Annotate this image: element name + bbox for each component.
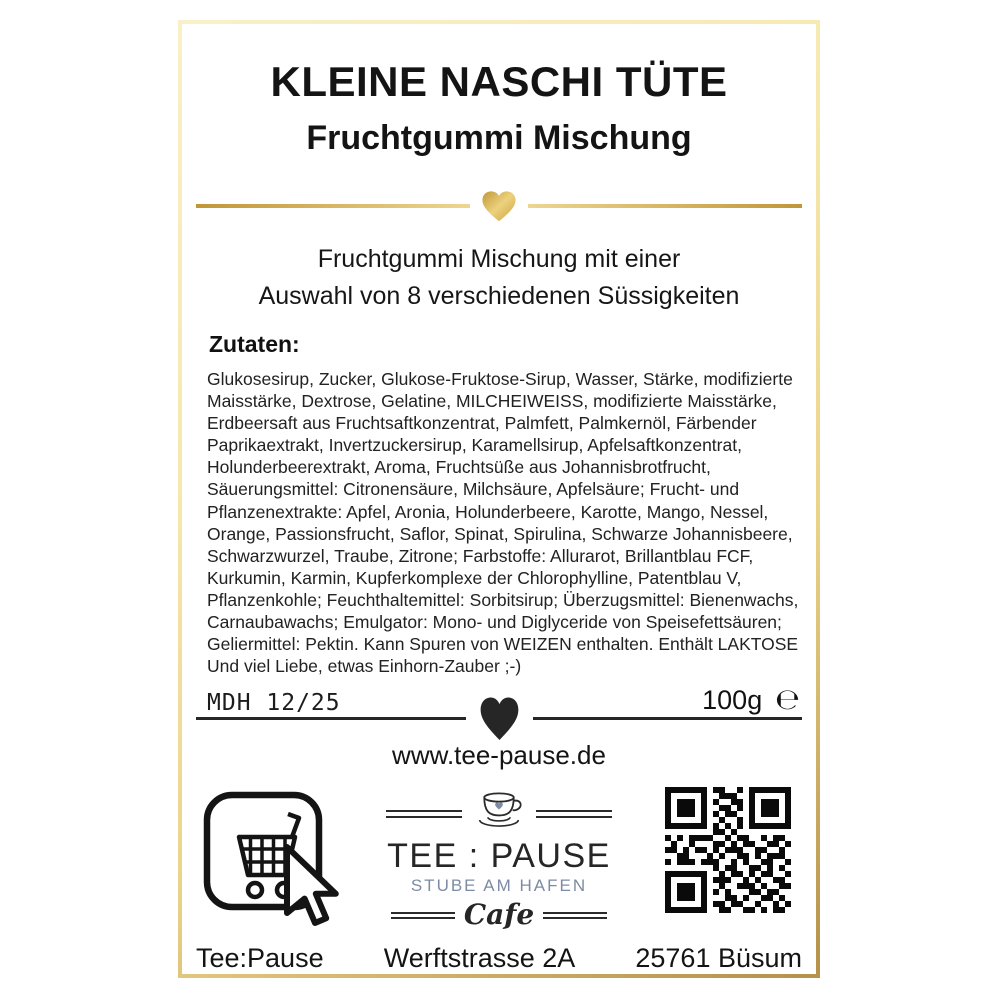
- estimated-sign: ℮: [775, 682, 800, 716]
- logo-cafe-label: Cafe: [463, 898, 535, 931]
- gold-divider-line-right: [528, 204, 802, 208]
- logo-line-left: [386, 810, 462, 818]
- gold-divider: [196, 184, 802, 228]
- footer-city: 25761 Büsum: [635, 943, 802, 973]
- shopping-cart-with-cursor-icon: [203, 791, 353, 931]
- best-before-date: MDH 12/25: [207, 690, 341, 716]
- footer-address-row: [196, 943, 802, 974]
- teacup-icon: [471, 786, 527, 832]
- logo-cup-row: [386, 786, 612, 832]
- footer-street: Werftstrasse 2A: [383, 943, 576, 973]
- logo-tagline: STUBE AM HAFEN: [410, 876, 588, 895]
- description-line-1: Fruchtgummi Mischung mit einer: [317, 245, 681, 273]
- product-label: [178, 20, 820, 978]
- rule-line-left: [196, 717, 466, 720]
- gold-divider-line-left: [196, 204, 470, 208]
- qr-code: [665, 787, 791, 913]
- description-line-2: Auswahl von 8 verschiedenen Süssigkeiten: [258, 282, 740, 310]
- logo-name: TEE : PAUSE: [387, 837, 611, 875]
- footer-shop-name: Tee:Pause: [196, 943, 324, 973]
- ingredients-heading: Zutaten:: [209, 331, 300, 357]
- product-title: KLEINE NASCHI TÜTE: [270, 58, 728, 105]
- logo-cafe-row: [391, 900, 607, 930]
- product-description: [182, 241, 816, 315]
- website-url: www.tee-pause.de: [392, 740, 606, 770]
- cafe-line-left: [391, 912, 455, 919]
- ingredients-text: Glukosesirup, Zucker, Glukose-Fruktose-Sirup, Wasser, Stärke, modifizierte Maisstärke, Dextrose, Gelatine, MILCHEIWEISS, modifizierte Maisstärke, Erdbeersaft aus Fruchtsaftkonzentrat, Palmfett, Palmkernöl, Färbender Paprikaextrakt, Invertzuckersirup, Karamellsirup, Apfelsaftkonzentrat, Holunderbeerextrakt, Aroma, Fruchtsüße aus Johannisbrotfrucht, Säuerungsmittel: Citronensäure, Milchsäure, Apfelsäure; Frucht- und Pflanzenextrakte: Apfel, Aronia, Holunderbeere, Karotte, Mango, Nessel, Orange, Passionsfrucht, Saflor, Spinat, Spirulina, Schwarze Johannisbeere, Schwarzwurzel, Traube, Zitrone; Farbstoffe: Allurarot, Brillantblau FCF, Kurkumin, Karmin, Kupferkomplexe der Chlorophylline, Patentblau V, Pflanzenkohle; Feuchthaltemittel: Sorbitsirup; Überzugsmittel: Bienenwachs, Carnaubawachs; Emulgator: Mono- und Diglyceride von Speisefettsäuren; Geliermittel: Pektin. Kann Spuren von WEIZEN enthalten. Enthält LAKTOSE Und viel Liebe, etwas Einhorn-Zauber ;-): [207, 369, 799, 677]
- tee-pause-logo: [369, 786, 629, 930]
- product-subtitle: Fruchtgummi Mischung: [306, 119, 692, 157]
- cafe-line-right: [543, 912, 607, 919]
- rule-line-right: [533, 717, 803, 720]
- black-heart-icon: [479, 696, 520, 742]
- heart-rule: [196, 695, 802, 742]
- logo-line-right: [536, 810, 612, 818]
- weight-value: 100g: [702, 685, 763, 715]
- gold-heart-icon: [481, 190, 517, 223]
